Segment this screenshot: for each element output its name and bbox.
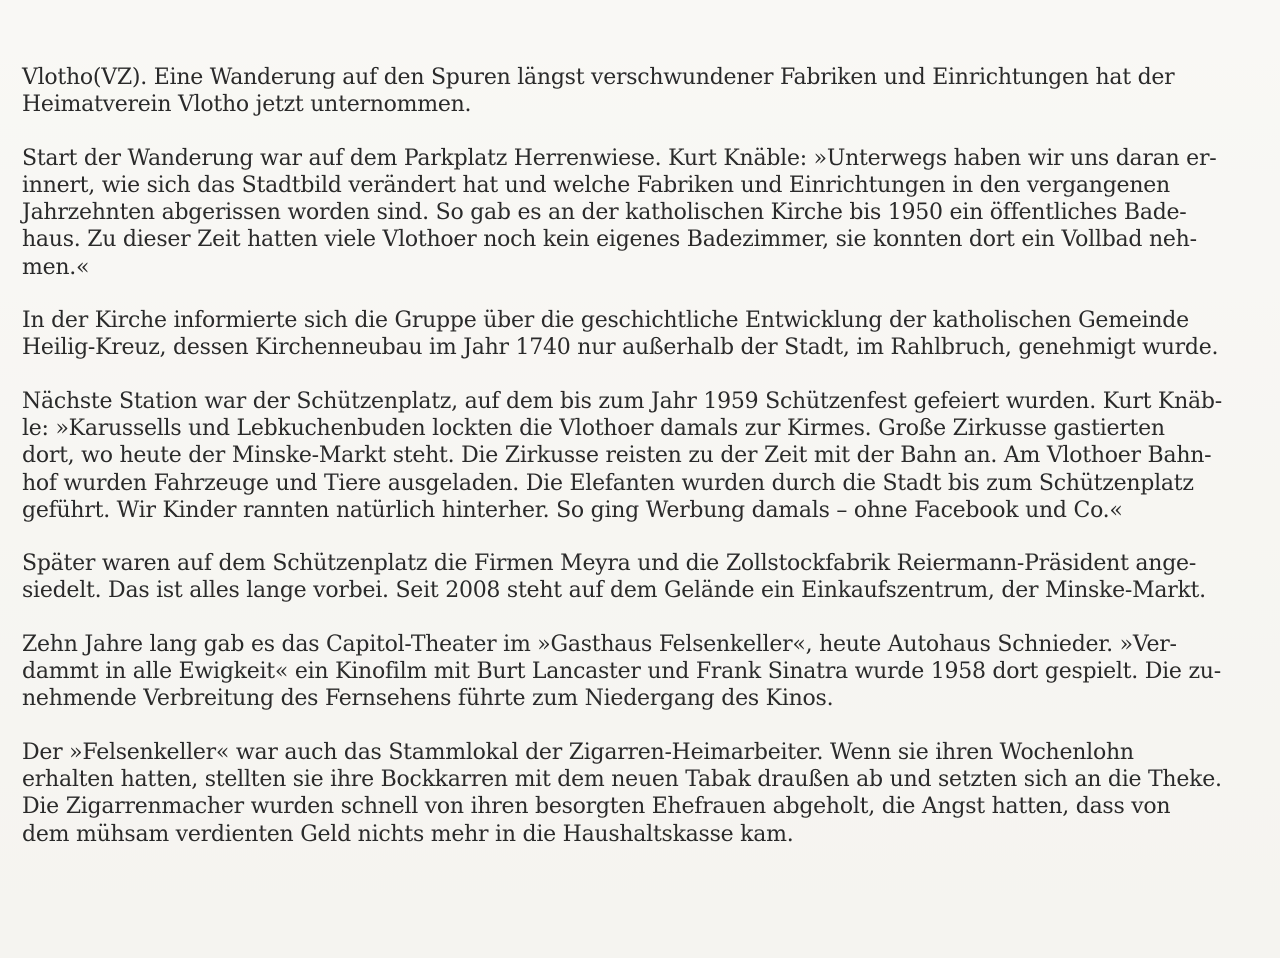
text-line: haus. Zu dieser Zeit hatten viele Vlothoer noch kein eigenes Badezimmer, sie konnten dort ein Vollbad neh- xyxy=(22,227,1197,253)
text-line: Vlotho(VZ). Eine Wanderung auf den Spuren längst verschwundener Fabriken und Einrichtungen hat der xyxy=(22,65,1175,90)
paragraph-7 xyxy=(22,739,1278,848)
text-line: nehmende Verbreitung des Fernsehens führte zum Niedergang des Kinos. xyxy=(22,686,834,712)
text-line: Später waren auf dem Schützenplatz die Firmen Meyra und die Zollstockfabrik Reiermann-Präsident ange- xyxy=(22,551,1197,577)
text-line: Start der Wanderung war auf dem Parkplatz Herrenwiese. Kurt Knäble: »Unterwegs haben wir uns daran er- xyxy=(22,145,1217,171)
text-line: men.« xyxy=(22,254,90,280)
text-line: Die Zigarrenmacher wurden schnell von ihren besorgten Ehefrauen abgeholt, die Angst hatten, dass von xyxy=(22,794,1171,820)
paragraph-2 xyxy=(22,145,1278,281)
text-line: geführt. Wir Kinder rannten natürlich hinterher. So ging Werbung damals – ohne Facebook und Co.« xyxy=(22,497,1123,523)
paragraph-3 xyxy=(22,307,1278,362)
text-line: erhalten hatten, stellten sie ihre Bockkarren mit dem neuen Tabak draußen ab und setzten sich an die Theke. xyxy=(22,766,1222,792)
paragraph-6 xyxy=(22,631,1278,713)
text-line: siedelt. Das ist alles lange vorbei. Seit 2008 steht auf dem Gelände ein Einkaufszentrum, der Minske-Markt. xyxy=(22,578,1206,604)
paragraph-5 xyxy=(22,550,1278,605)
text-line: dort, wo heute der Minske-Markt steht. Die Zirkusse reisten zu der Zeit mit der Bahn an. Am Vlothoer Bahn- xyxy=(22,443,1212,469)
text-line: Nächste Station war der Schützenplatz, auf dem bis zum Jahr 1959 Schützenfest gefeiert wurden. Kurt Knäb- xyxy=(22,388,1222,414)
paragraph-4 xyxy=(22,388,1278,524)
text-line: Heilig-Kreuz, dessen Kirchenneubau im Jahr 1740 nur außerhalb der Stadt, im Rahlbruch, genehmigt wurde. xyxy=(22,335,1219,361)
text-line: Der »Felsenkeller« war auch das Stammlokal der Zigarren-Heimarbeiter. Wenn sie ihren Wochenlohn xyxy=(22,739,1134,765)
text-line: Jahrzehnten abgerissen worden sind. So gab es an der katholischen Kirche bis 1950 ein öffentliches Bade- xyxy=(22,200,1187,226)
text-line: Zehn Jahre lang gab es das Capitol-Theater im »Gasthaus Felsenkeller«, heute Autohaus Schnieder. »Ver- xyxy=(22,631,1177,657)
text-line: hof wurden Fahrzeuge und Tiere ausgeladen. Die Elefanten wurden durch die Stadt bis zum Schützenplatz xyxy=(22,470,1194,496)
paragraph-1 xyxy=(22,64,1278,119)
text-line: le: »Karussells und Lebkuchenbuden lockten die Vlothoer damals zur Kirmes. Große Zirkusse gastierten xyxy=(22,415,1165,441)
text-line: In der Kirche informierte sich die Gruppe über die geschichtliche Entwicklung der katholischen Gemeinde xyxy=(22,308,1189,334)
text-line: dem mühsam verdienten Geld nichts mehr in die Haushaltskasse kam. xyxy=(22,821,794,847)
text-line: dammt in alle Ewigkeit« ein Kinofilm mit Burt Lancaster und Frank Sinatra wurde 1958 dort gespielt. Die zu- xyxy=(22,659,1221,685)
text-line: innert, wie sich das Stadtbild verändert hat und welche Fabriken und Einrichtungen in den vergangenen xyxy=(22,172,1170,198)
article-body xyxy=(22,64,1278,874)
text-line: Heimatverein Vlotho jetzt unternommen. xyxy=(22,92,472,118)
